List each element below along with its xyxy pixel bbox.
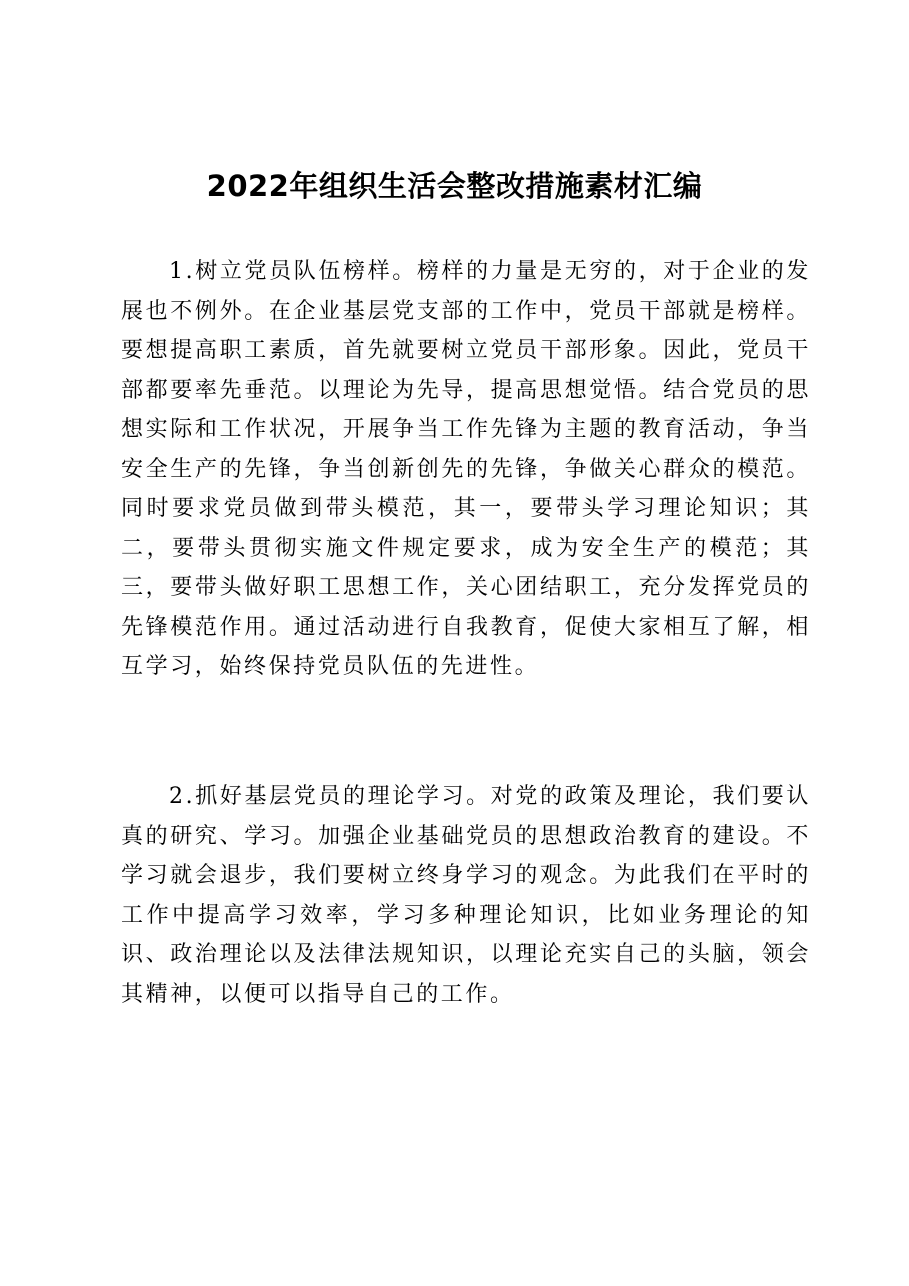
document-title: 2022年组织生活会整改措施素材汇编 bbox=[206, 169, 703, 203]
paragraph-2: 2.抓好基层党员的理论学习。对党的政策及理论，我们要认真的研究、学习。加强企业基础党员的思想政治教育的建设。不学习就会退步，我们要树立终身学习的观念。为此我们在平时的工作中提高学习效率，学习多种理论知识，比如业务理论的知识、政治理论以及法律法规知识，以理论充实自己的头脑，领会其精神，以便可以指导自己的工作。 bbox=[121, 784, 811, 1007]
paragraph-1: 1.树立党员队伍榜样。榜样的力量是无穷的，对于企业的发展也不例外。在企业基层党支部的工作中，党员干部就是榜样。要想提高职工素质，首先就要树立党员干部形象。因此，党员干部都要率先垂范。以理论为先导，提高思想觉悟。结合党员的思想实际和工作状况，开展争当工作先锋为主题的教育活动，争当安全生产的先锋，争当创新创先的先锋，争做关心群众的模范。同时要求党员做到带头模范，其一，要带头学习理论知识；其二，要带头贯彻实施文件规定要求，成为安全生产的模范；其三，要带头做好职工思想工作，关心团结职工，充分发挥党员的先锋模范作用。通过活动进行自我教育，促使大家相互了解，相互学习，始终保持党员队伍的先进性。 bbox=[121, 259, 811, 679]
